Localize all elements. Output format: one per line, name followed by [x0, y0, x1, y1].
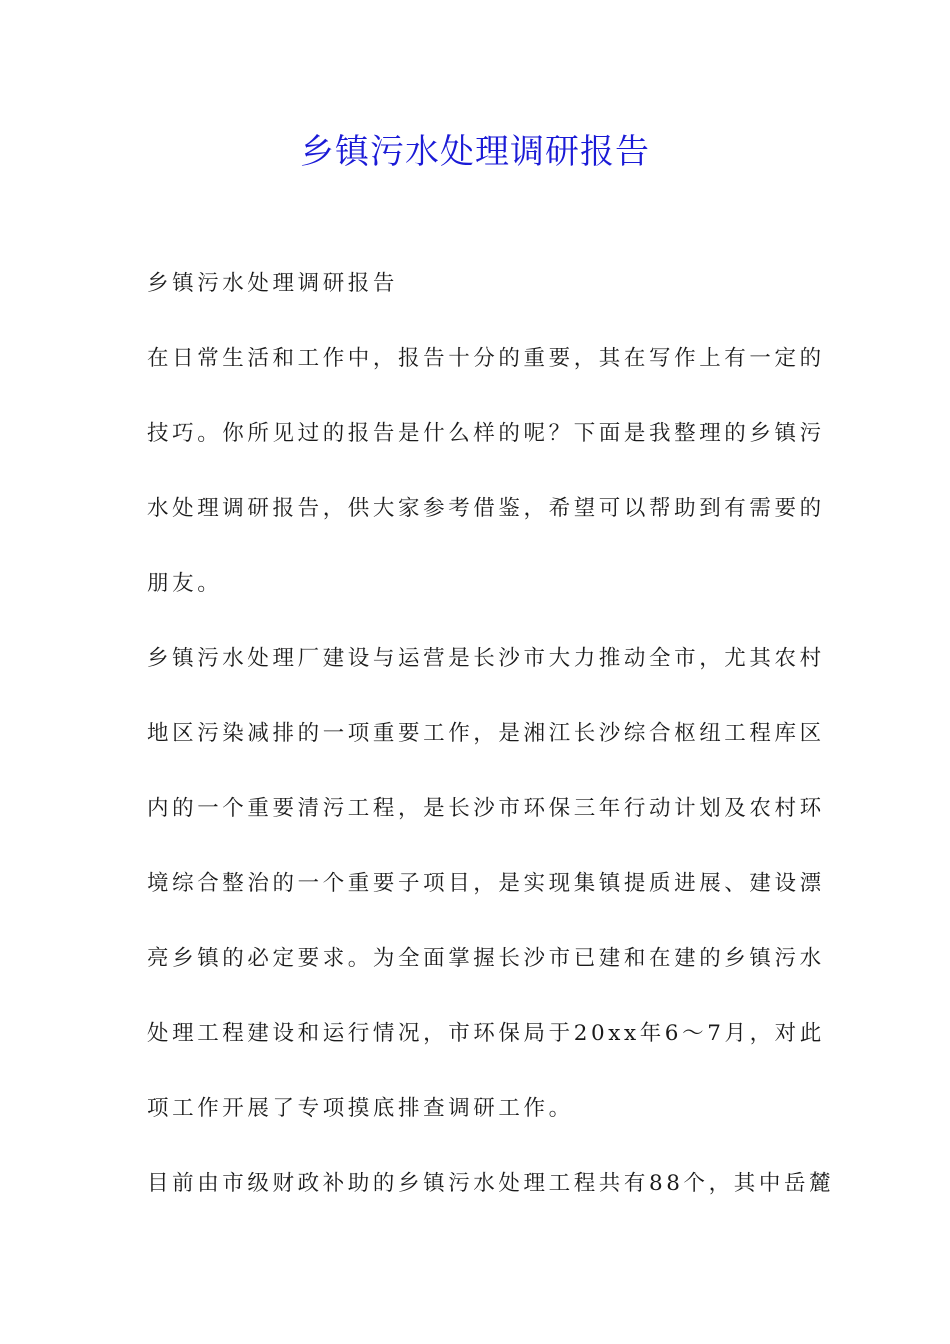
paragraph-1-line-3: 水处理调研报告，供大家参考借鉴，希望可以帮助到有需要的 [147, 496, 825, 521]
paragraph-2-line-6: 处理工程建设和运行情况，市环保局于20xx年6～7月，对此 [147, 1021, 825, 1046]
paragraph-2-line-1: 乡镇污水处理厂建设与运营是长沙市大力推动全市，尤其农村 [147, 646, 825, 671]
paragraph-2-line-2: 地区污染减排的一项重要工作，是湘江长沙综合枢纽工程库区 [147, 721, 825, 746]
document-body [147, 262, 835, 1237]
paragraph-2-line-3: 内的一个重要清污工程，是长沙市环保三年行动计划及农村环 [147, 796, 825, 821]
paragraph-3-line-1: 目前由市级财政补助的乡镇污水处理工程共有88个，其中岳麓 [147, 1171, 835, 1196]
paragraph-2-line-5: 亮乡镇的必定要求。为全面掌握长沙市已建和在建的乡镇污水 [147, 946, 825, 971]
paragraph-1-line-2: 技巧。你所见过的报告是什么样的呢？下面是我整理的乡镇污 [147, 421, 825, 446]
paragraph-1-line-4: 朋友。 [147, 571, 223, 596]
paragraph-1-line-1: 在日常生活和工作中，报告十分的重要，其在写作上有一定的 [147, 346, 825, 371]
subtitle-line: 乡镇污水处理调研报告 [147, 271, 399, 296]
paragraph-2-line-7: 项工作开展了专项摸底排查调研工作。 [147, 1096, 574, 1121]
document-title: 乡镇污水处理调研报告 [300, 132, 650, 172]
paragraph-2-line-4: 境综合整治的一个重要子项目，是实现集镇提质进展、建设漂 [147, 871, 825, 896]
